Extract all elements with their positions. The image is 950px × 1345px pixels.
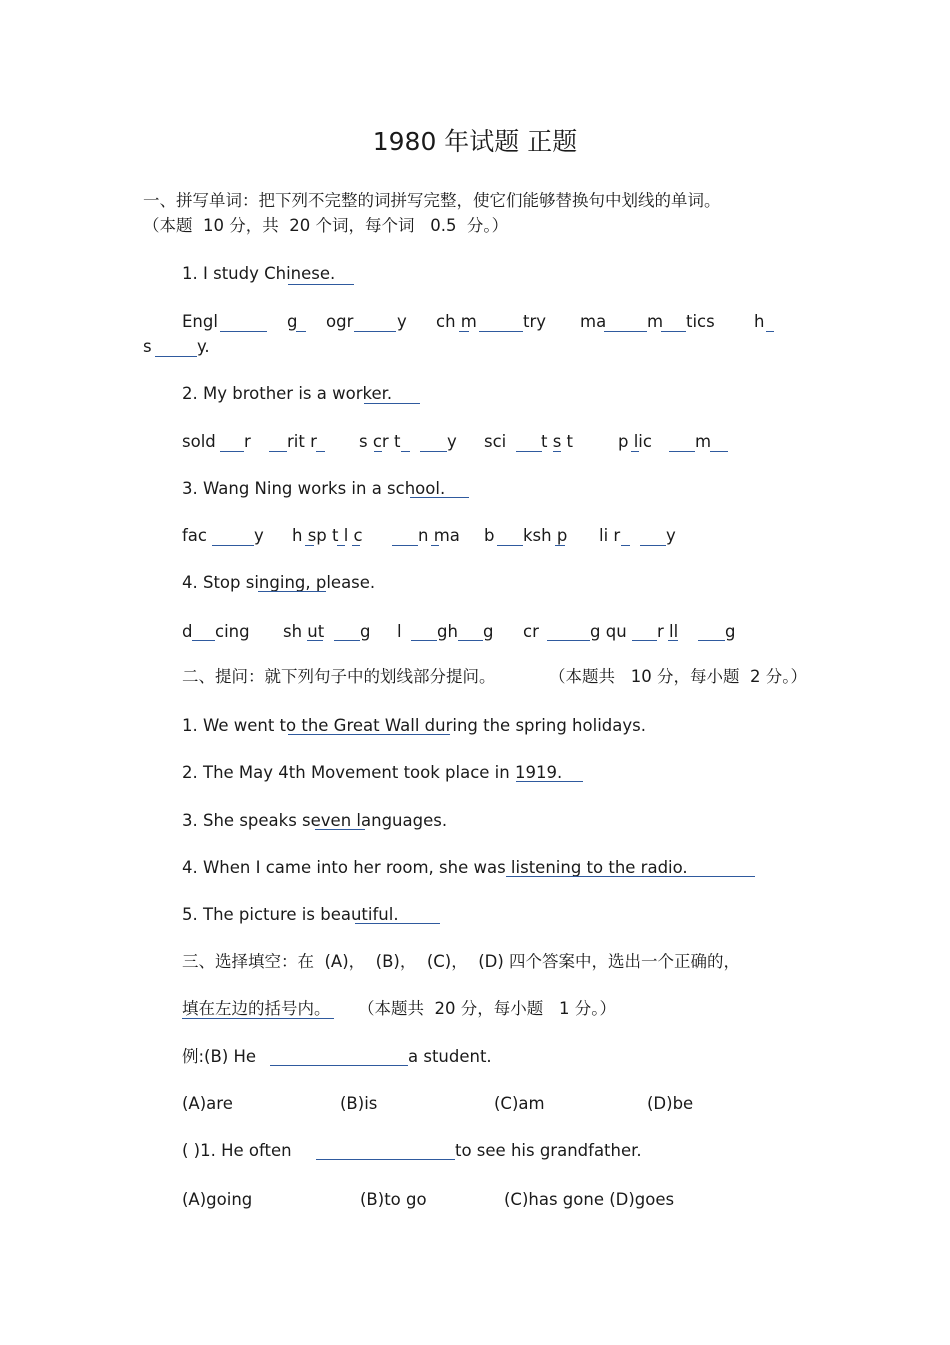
answer-underline xyxy=(288,734,450,735)
blank-line xyxy=(220,451,244,452)
blank-line xyxy=(411,640,437,641)
section1-note: （本题 10 分，共 20 个词，每个词 0.5 分。） xyxy=(143,216,509,235)
section1-heading: 一、拼写单词：把下列不完整的词拼写完整，使它们能够替换句中划线的单词。 xyxy=(143,191,721,210)
section2-note: （本题共 10 分，每小题 2 分。） xyxy=(549,667,807,686)
word: s cr t xyxy=(359,432,401,451)
word: h sp t l c xyxy=(292,526,363,545)
word: rit r xyxy=(287,432,317,451)
word: g xyxy=(725,622,736,641)
option: (D)be xyxy=(647,1094,694,1113)
example-prefix: 例:(B) He xyxy=(182,1047,257,1066)
q2-underline xyxy=(364,403,420,404)
word: p lic xyxy=(618,432,652,451)
blank-line xyxy=(296,331,306,332)
word: r ll xyxy=(657,622,679,641)
q1-prefix: ( )1. He often xyxy=(182,1141,292,1160)
blank-line xyxy=(401,451,410,452)
section3-note: （本题共 20 分，每小题 1 分。） xyxy=(358,999,616,1018)
option: (B)is xyxy=(340,1094,378,1113)
blank-line xyxy=(555,545,565,546)
word: ch m xyxy=(436,312,477,331)
blank-line xyxy=(640,545,666,546)
answer-underline xyxy=(315,829,365,830)
word: m xyxy=(695,432,712,451)
word: y. xyxy=(197,337,210,356)
word: g xyxy=(360,622,371,641)
blank-line xyxy=(459,331,469,332)
word: sh ut xyxy=(283,622,325,641)
word: y xyxy=(397,312,407,331)
blank-line xyxy=(307,640,323,641)
section2-item: 3. She speaks seven languages. xyxy=(182,811,448,830)
example-suffix: a student. xyxy=(408,1047,492,1066)
q3-underline xyxy=(410,497,469,498)
blank-line xyxy=(155,356,197,357)
answer-blank xyxy=(316,1159,455,1160)
blank-line xyxy=(192,640,215,641)
blank-line xyxy=(334,640,360,641)
word: g xyxy=(287,312,298,331)
q2-sentence: 2. My brother is a worker. xyxy=(182,384,393,403)
blank-line xyxy=(766,331,774,332)
option: (C)am xyxy=(494,1094,545,1113)
word: s xyxy=(143,337,152,356)
option: (C)has gone (D)goes xyxy=(504,1190,675,1209)
blank-line xyxy=(631,451,639,452)
section3-heading2: 填在左边的括号内。 xyxy=(182,999,331,1018)
blank-line xyxy=(547,640,590,641)
word: tics xyxy=(686,312,715,331)
answer-underline xyxy=(355,923,440,924)
blank-line xyxy=(354,331,396,332)
section2-item: 2. The May 4th Movement took place in 1919. xyxy=(182,763,563,782)
word: Engl xyxy=(182,312,218,331)
blank-line xyxy=(420,451,447,452)
page-title: 1980 年试题 正题 xyxy=(372,127,578,156)
blank-line xyxy=(305,545,314,546)
blank-line xyxy=(632,640,657,641)
blank-line xyxy=(337,545,345,546)
word: ogr xyxy=(326,312,354,331)
q1-sentence: 1. I study Chinese. xyxy=(182,264,336,283)
option: (A)are xyxy=(182,1094,233,1113)
word: y xyxy=(666,526,676,545)
answer-underline xyxy=(506,876,755,877)
word: t s t xyxy=(541,432,574,451)
blank-line xyxy=(220,331,267,332)
word: li r xyxy=(599,526,621,545)
blank-line xyxy=(352,545,360,546)
section3-heading: 三、选择填空：在 (A)， (B)， (C)， (D) 四个答案中，选出一个正确的， xyxy=(182,952,741,971)
word: sci xyxy=(484,432,507,451)
word: cing xyxy=(215,622,250,641)
word: try xyxy=(523,312,547,331)
answer-underline xyxy=(516,781,583,782)
word: b xyxy=(484,526,495,545)
blank-line xyxy=(621,545,630,546)
q1-suffix: to see his grandfather. xyxy=(455,1141,642,1160)
blank-line xyxy=(710,451,728,452)
word: ksh p xyxy=(523,526,568,545)
word: y xyxy=(447,432,457,451)
blank-line xyxy=(516,451,542,452)
blank-line xyxy=(374,451,382,452)
word: sold xyxy=(182,432,216,451)
section2-item: 5. The picture is beautiful. xyxy=(182,905,399,924)
word: ma xyxy=(580,312,607,331)
blank-line xyxy=(553,451,561,452)
heading-underline xyxy=(182,1018,334,1019)
blank-line xyxy=(698,640,725,641)
word: h xyxy=(754,312,765,331)
blank-line xyxy=(669,451,695,452)
word: l xyxy=(397,622,402,641)
option: (A)going xyxy=(182,1190,253,1209)
word: g xyxy=(483,622,494,641)
word: g qu xyxy=(590,622,627,641)
section2-heading: 二、提问：就下列句子中的划线部分提问。 xyxy=(182,667,496,686)
answer-blank xyxy=(270,1065,408,1066)
option: (B)to go xyxy=(360,1190,427,1209)
section2-item: 1. We went to the Great Wall during the spring holidays. xyxy=(182,716,646,735)
word: gh xyxy=(437,622,458,641)
word: m xyxy=(647,312,664,331)
word: n ma xyxy=(418,526,460,545)
blank-line xyxy=(431,545,439,546)
blank-line xyxy=(668,640,678,641)
blank-line xyxy=(479,331,523,332)
word: cr xyxy=(523,622,539,641)
blank-line xyxy=(458,640,483,641)
blank-line xyxy=(604,331,647,332)
section2-item: 4. When I came into her room, she was listening to the radio. xyxy=(182,858,688,877)
blank-line xyxy=(316,451,325,452)
word: y xyxy=(254,526,264,545)
word: d xyxy=(182,622,193,641)
q3-sentence: 3. Wang Ning works in a school. xyxy=(182,479,446,498)
blank-line xyxy=(212,545,254,546)
q1-underline xyxy=(288,284,354,285)
blank-line xyxy=(392,545,418,546)
q4-underline xyxy=(258,591,326,592)
word: fac xyxy=(182,526,207,545)
blank-line xyxy=(269,451,287,452)
blank-line xyxy=(497,545,523,546)
blank-line xyxy=(661,331,686,332)
word: r xyxy=(244,432,251,451)
q4-sentence: 4. Stop singing, please. xyxy=(182,573,376,592)
